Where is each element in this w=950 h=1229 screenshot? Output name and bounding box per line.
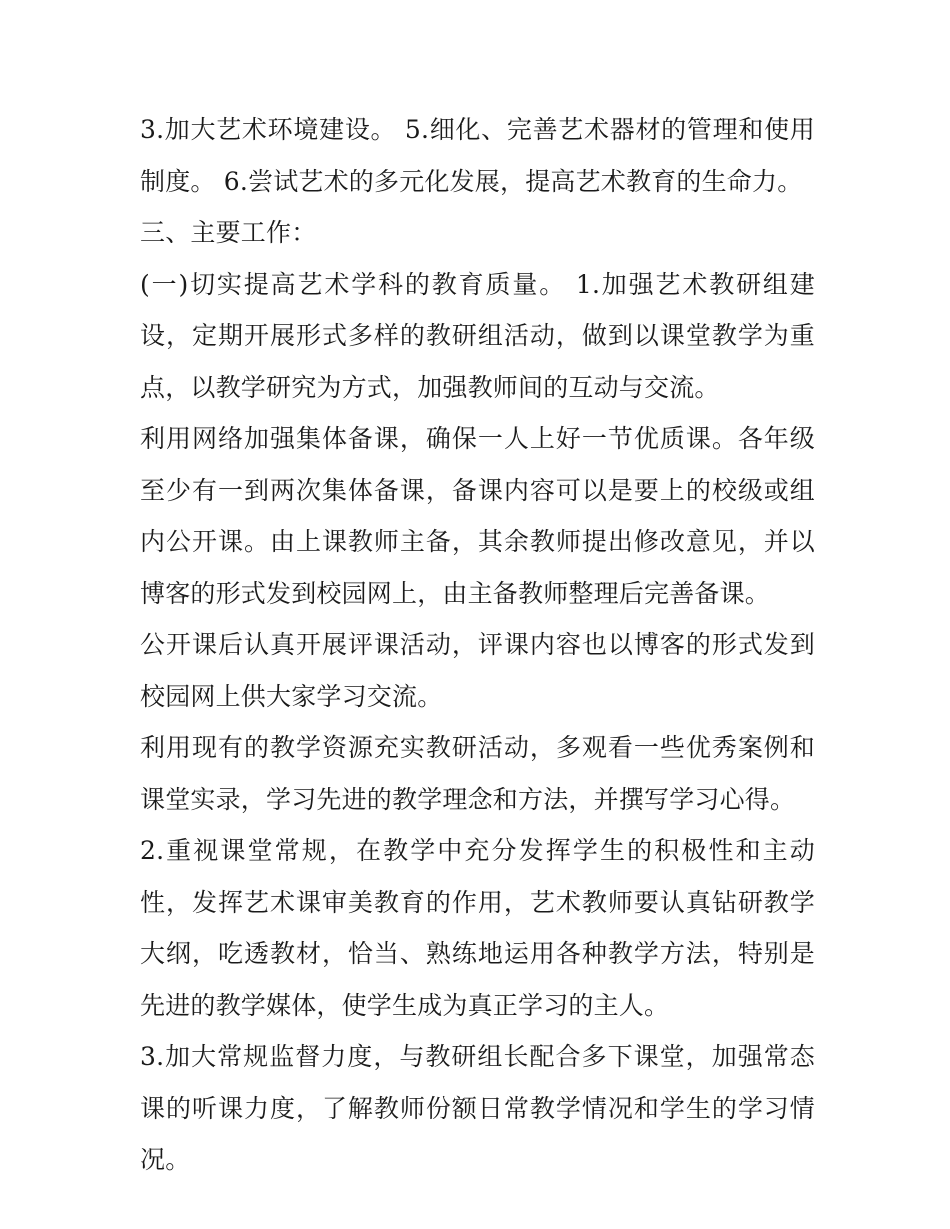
paragraph-5: 利用现有的教学资源充实教研活动，多观看一些优秀案例和课堂实录，学习先进的教学理念和方法，并撰写学习心得。 — [140, 733, 815, 814]
section-heading: 三、主要工作： — [140, 218, 317, 247]
paragraph-7: 3.加大常规监督力度，与教研组长配合多下课堂，加强常态课的听课力度，了解教师份额日常教学情况和学生的学习情况。 — [140, 1042, 815, 1174]
paragraph-6: 2.重视课堂常规，在教学中充分发挥学生的积极性和主动性，发挥艺术课审美教育的作用，艺术教师要认真钻研教学大纲，吃透教材，恰当、熟练地运用各种教学方法，特别是先进的教学媒体，使学生成为真正学习的主人。 — [140, 836, 815, 1020]
paragraph-4: 公开课后认真开展评课活动，评课内容也以博客的形式发到校园网上供大家学习交流。 — [140, 630, 815, 711]
document-body — [140, 104, 815, 1186]
paragraph-2: (一)切实提高艺术学科的教育质量。 1.加强艺术教研组建设，定期开展形式多样的教研组活动，做到以课堂教学为重点，以教学研究为方式，加强教师间的互动与交流。 — [140, 269, 815, 402]
paragraph-3: 利用网络加强集体备课，确保一人上好一节优质课。各年级至少有一到两次集体备课，备课内容可以是要上的校级或组内公开课。由上课教师主备，其余教师提出修改意见，并以博客的形式发到校园网上，由主备教师整理后完善备课。 — [140, 424, 815, 608]
paragraph-1: 3.加大艺术环境建设。 5.细化、完善艺术器材的管理和使用制度。 6.尝试艺术的多元化发展，提高艺术教育的生命力。 — [140, 115, 815, 196]
